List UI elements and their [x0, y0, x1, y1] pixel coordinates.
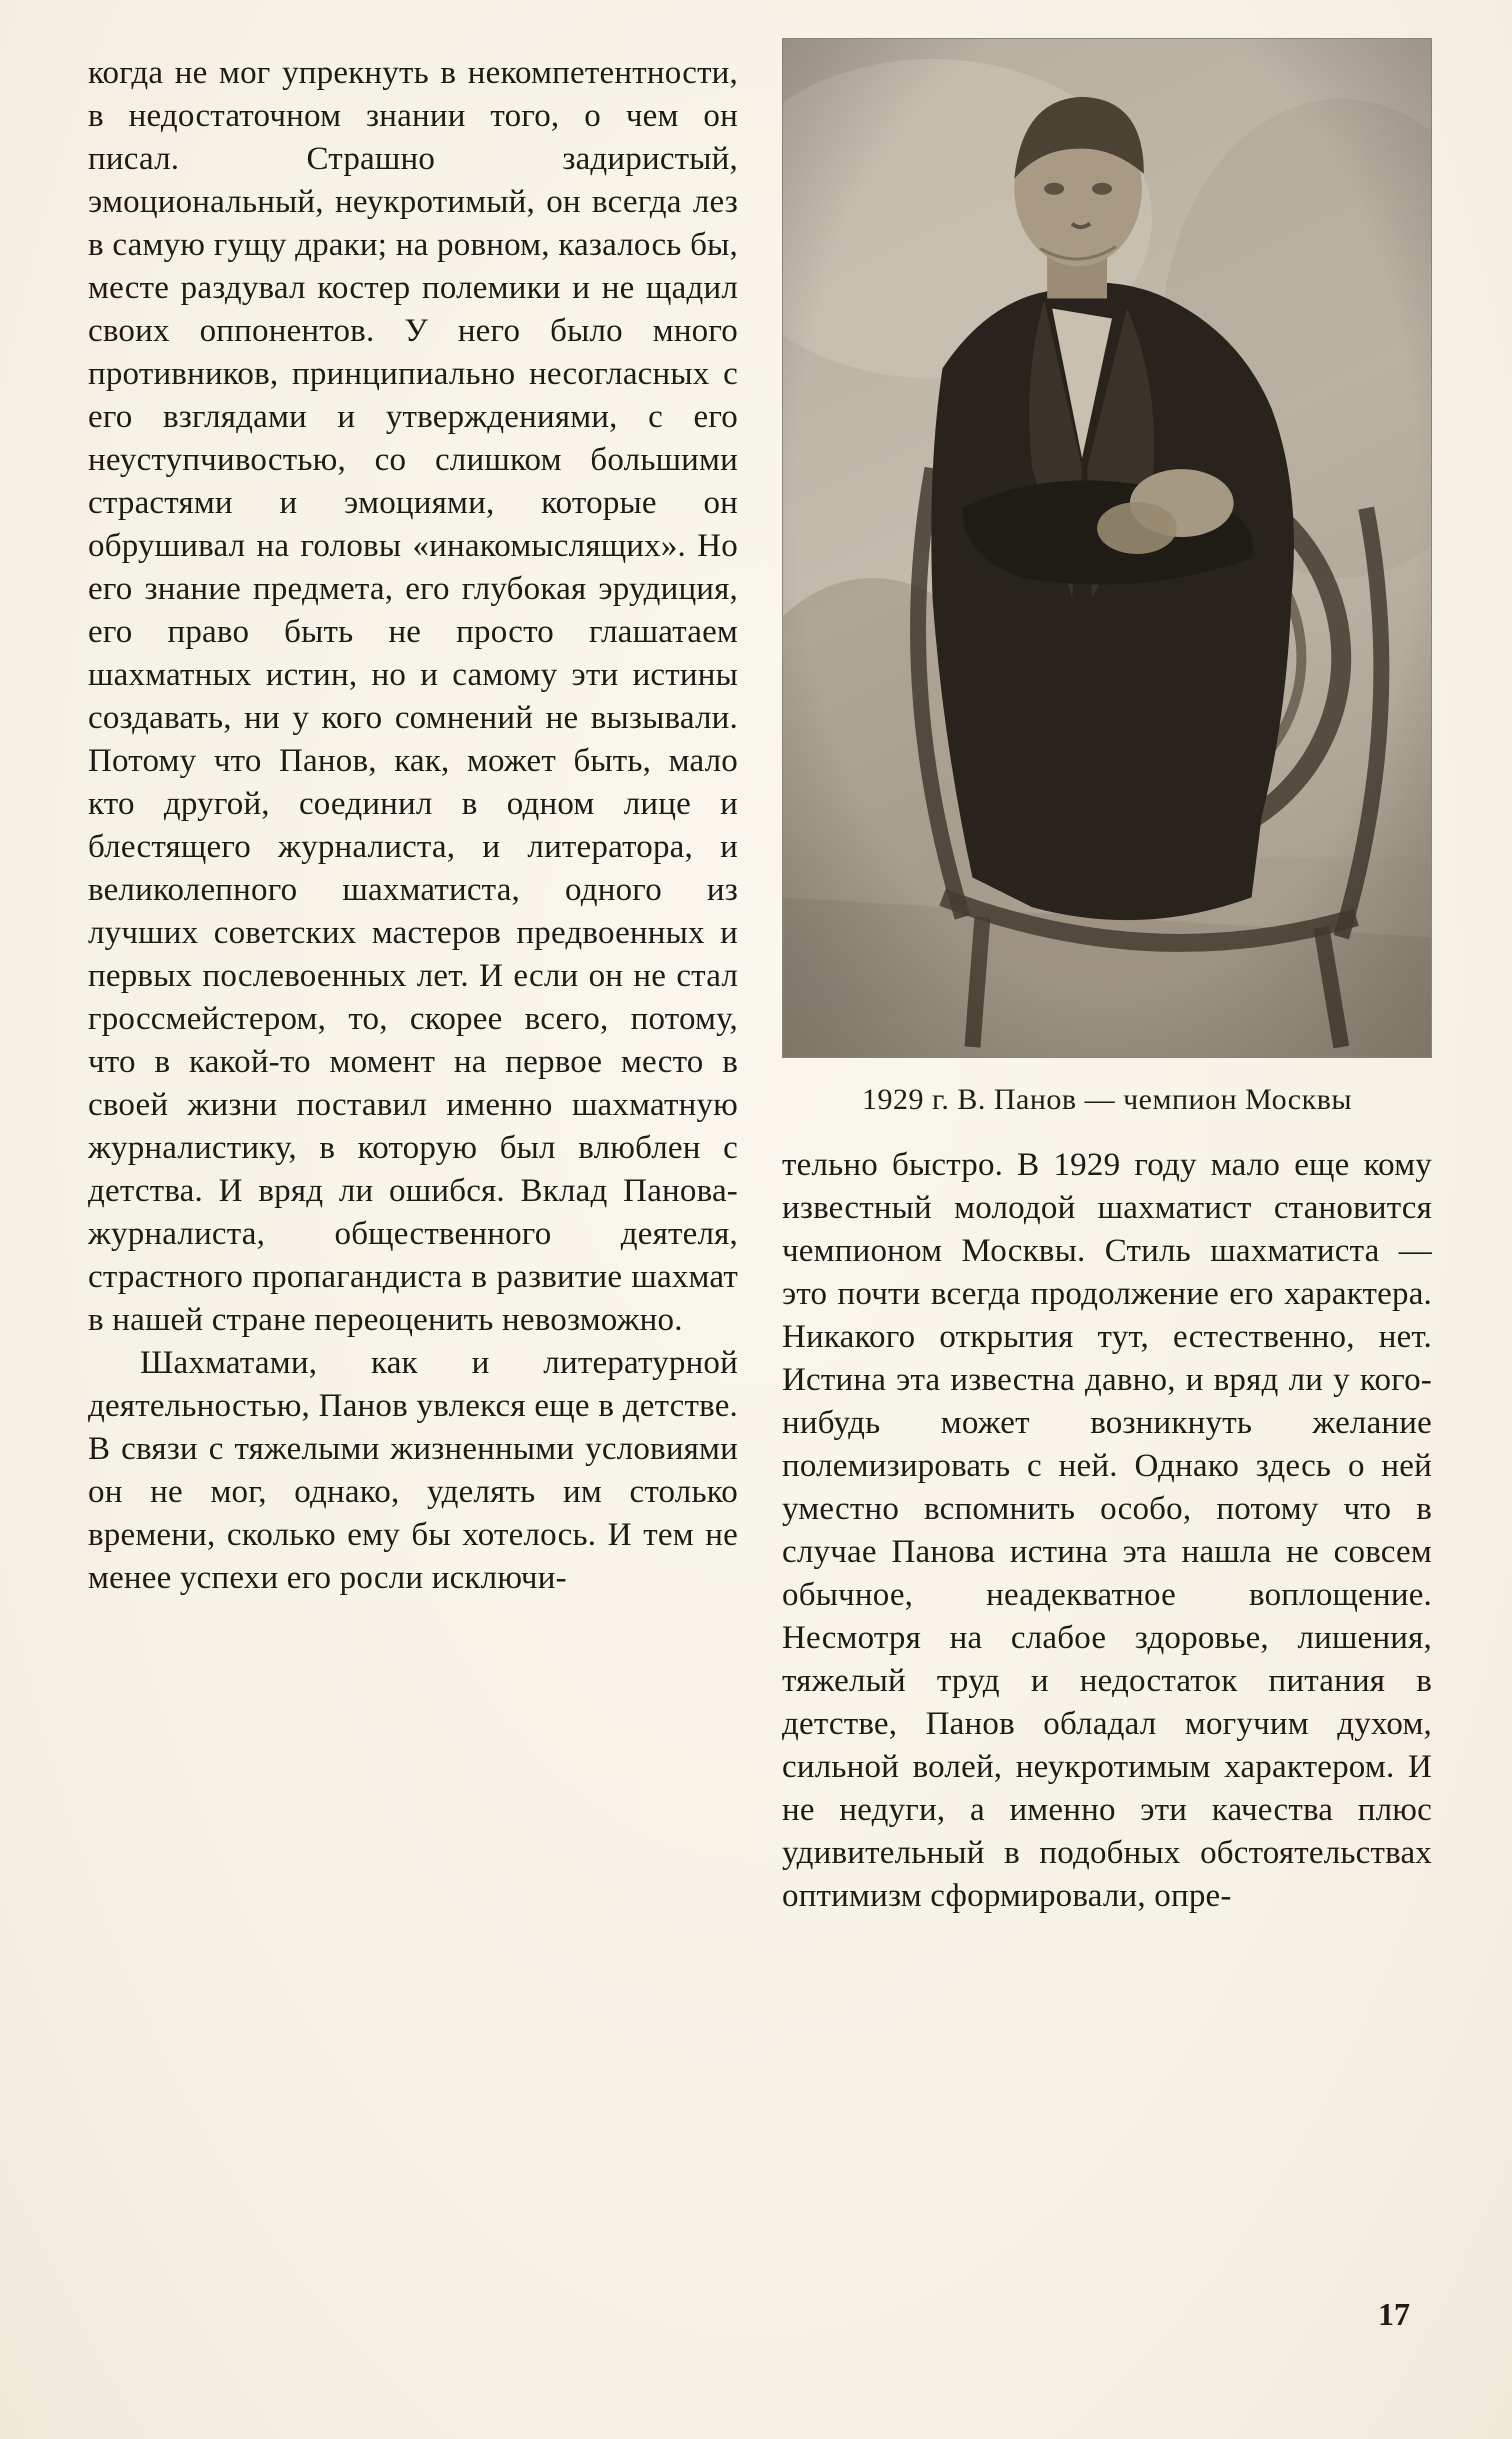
left-column — [88, 52, 738, 1600]
right-column — [782, 38, 1432, 1918]
photo-caption: 1929 г. В. Панов — чемпион Москвы — [861, 1083, 1353, 1116]
paragraph-continuation: когда не мог упрекнуть в некомпетентности, в недостаточном знании того, о чем он писал. Страшно задиристый, эмоциональный, неукротимый, он всегда лез в самую гущу драки; на ровном, казалось бы, месте раздувал костер полемики и не щадил своих оппонентов. У него было много противников, принципиально несогласных с его взглядами и утверждениями, с его неуступчивостью, со слишком большими страстями и эмоциями, которые он обрушивал на головы «инакомыслящих». Но его знание предмета, его глубокая эрудиция, его право быть не просто глашатаем шахматных истин, но и самому эти истины создавать, ни у кого сомнений не вызывали. Потому что Панов, как, может быть, мало кто другой, соединил в одном лице и блестящего журналиста, и литератора, и великолепного шахматиста, одного из лучших советских мастеров предвоенных и первых послевоенных лет. И если он не стал гроссмейстером, то, скорее всего, потому, что в какой-то момент на первое место в своей жизни поставил именно шахматную журналистику, в которую был влюблен с детства. И вряд ли ошибся. Вклад Панова-журналиста, общественного деятеля, страстного пропагандиста в развитие шахмат в нашей стране переоценить невозможно. — [88, 55, 738, 1338]
portrait-photo — [782, 38, 1432, 1058]
portrait-photo-art — [783, 39, 1431, 1057]
page-number: 17 — [1378, 2296, 1410, 2332]
paragraph: Шахматами, как и литературной деятельностью, Панов увлекся еще в детстве. В связи с тяжелыми жизненными условиями он не мог, однако, уделять им столько времени, сколько ему бы хотелось. И тем не менее успехи его росли исключи- — [88, 1345, 738, 1596]
photo-figure — [782, 38, 1432, 1118]
paragraph-continuation: тельно быстро. В 1929 году мало еще кому известный молодой шахматист становится чемпионом Москвы. Стиль шахматиста — это почти всегда продолжение его характера. Никакого открытия тут, естественно, нет. Истина эта известна давно, и вряд ли у кого-нибудь может возникнуть желание полемизировать с ней. Однако здесь о ней уместно вспомнить особо, потому что в случае Панова истина эта нашла не совсем обычное, неадекватное воплощение. Несмотря на слабое здоровье, лишения, тяжелый труд и недостаток питания в детстве, Панов обладал могучим духом, сильной волей, неукротимым характером. И не недуги, а именно эти качества плюс удивительный в подобных обстоятельствах оптимизм сформировали, опре- — [782, 1147, 1432, 1914]
